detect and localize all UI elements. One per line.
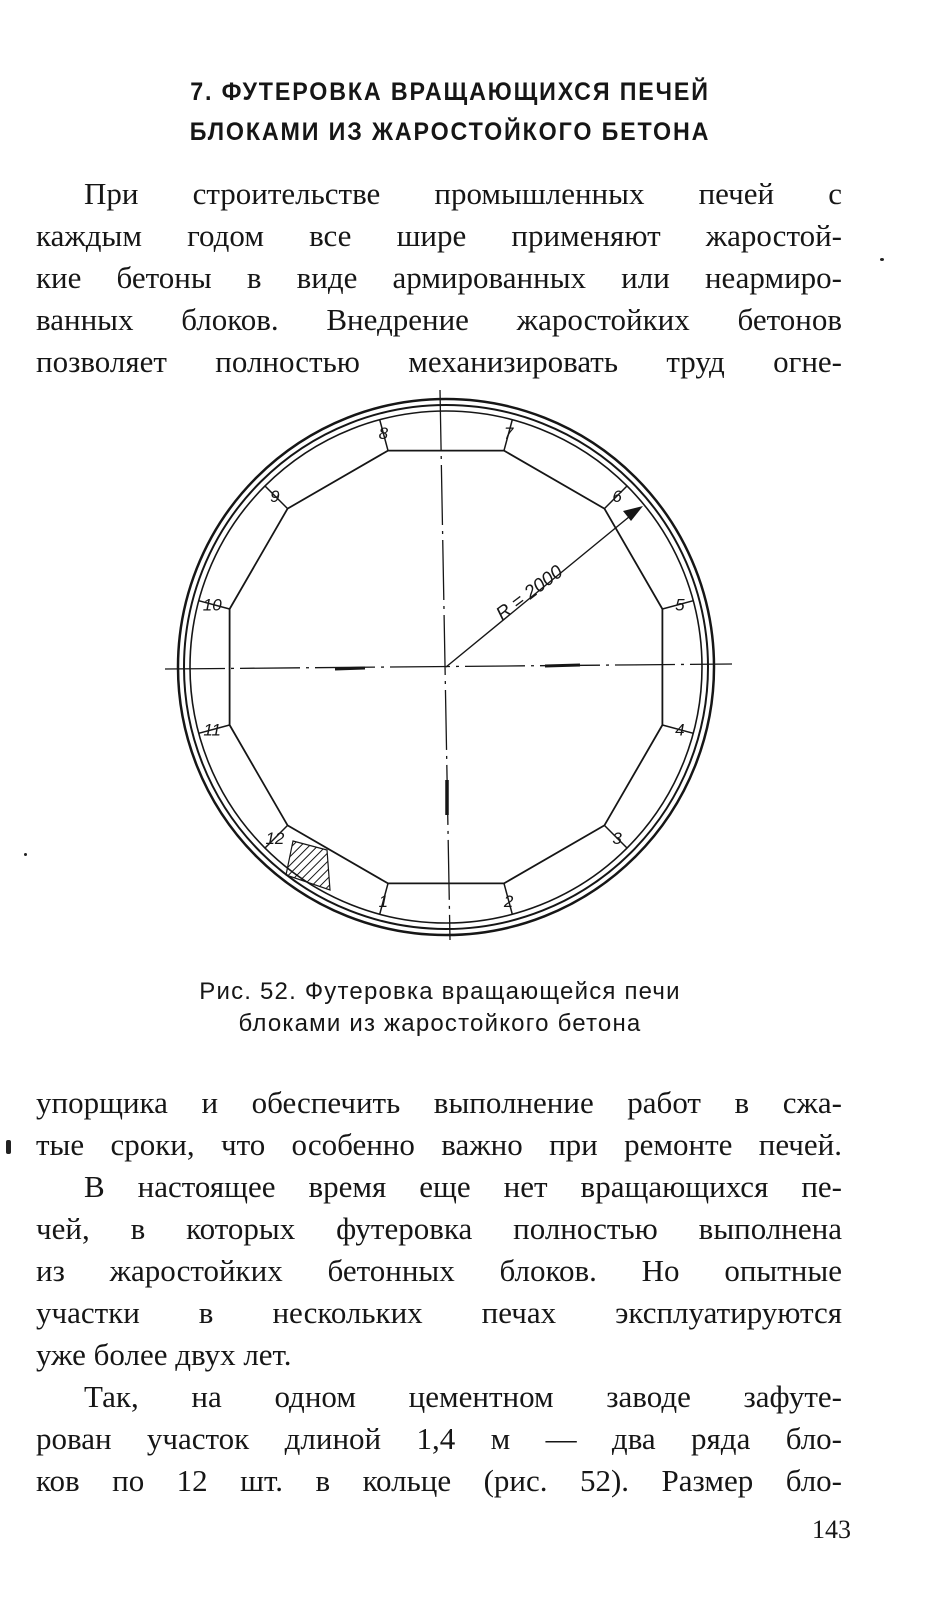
section-heading xyxy=(115,72,785,152)
heading-line-1 xyxy=(115,72,785,112)
text-line: участки в нескольких печах эксплуатируются xyxy=(36,1295,842,1330)
text-line: В настоящее время еще нет вращающихся пе- xyxy=(84,1169,842,1204)
figure-caption xyxy=(120,976,760,1040)
text-line: из жаростойких бетонных блоков. Но опытные xyxy=(36,1253,842,1288)
text-line: ванных блоков. Внедрение жаростойких бетонов xyxy=(36,302,842,337)
text-line: чей, в которых футеровка полностью выполнена xyxy=(36,1211,842,1246)
text-line: ков по 12 шт. в кольце (рис. 52). Размер бло- xyxy=(36,1463,842,1498)
text-line: Так, на одном цементном заводе зафуте- xyxy=(84,1379,842,1414)
paragraph-1 xyxy=(36,173,842,383)
block-label-6: 6 xyxy=(612,486,622,506)
block-label-10: 10 xyxy=(202,595,222,615)
text-line: каждым годом все шире применяют жаростой- xyxy=(36,218,842,253)
text-line: уже более двух лет. xyxy=(36,1337,292,1372)
horizontal-axis-thick-left xyxy=(335,668,365,669)
scan-speck xyxy=(880,258,884,261)
caption-line-1: Рис. 52. Футеровка вращающейся печи xyxy=(199,978,681,1005)
block-label-1: 1 xyxy=(378,891,389,911)
page-number: 143 xyxy=(812,1515,851,1544)
text-line: кие бетоны в виде армированных или неармиро- xyxy=(36,260,842,295)
text-line: позволяет полностью механизировать труд огне- xyxy=(36,344,842,379)
block-label-2: 2 xyxy=(503,891,514,911)
text-line: упорщика и обеспечить выполнение работ в сжа- xyxy=(36,1085,842,1120)
scan-speck xyxy=(6,1140,11,1154)
body-text xyxy=(36,1082,842,1502)
section-number: 7. xyxy=(190,78,214,106)
text-line: тые сроки, что особенно важно при ремонте печей. xyxy=(36,1127,842,1162)
block-label-8: 8 xyxy=(378,424,389,444)
block-label-5: 5 xyxy=(675,595,685,615)
block-label-12: 12 xyxy=(265,829,285,849)
scan-speck xyxy=(24,853,27,856)
block-label-9: 9 xyxy=(270,486,280,506)
kiln-lining-figure xyxy=(150,385,750,955)
block-label-11: 11 xyxy=(203,720,222,740)
heading-line-2: БЛОКАМИ ИЗ ЖАРОСТОЙКОГО БЕТОНА xyxy=(189,118,711,146)
caption-line-2: блоками из жаростойкого бетона xyxy=(238,1010,642,1037)
radius-label: R = 2000 xyxy=(492,561,568,625)
horizontal-axis-thick-right xyxy=(545,665,580,666)
hatched-block xyxy=(286,841,330,890)
block-label-3: 3 xyxy=(612,829,622,849)
text-line: При строительстве промышленных печей с xyxy=(84,176,842,211)
block-label-4: 4 xyxy=(675,720,685,740)
heading-text-1: ФУТЕРОВКА ВРАЩАЮЩИХСЯ ПЕЧЕЙ xyxy=(221,78,710,106)
text-line: рован участок длиной 1,4 м — два ряда бло- xyxy=(36,1421,842,1456)
block-label-7: 7 xyxy=(503,424,514,444)
